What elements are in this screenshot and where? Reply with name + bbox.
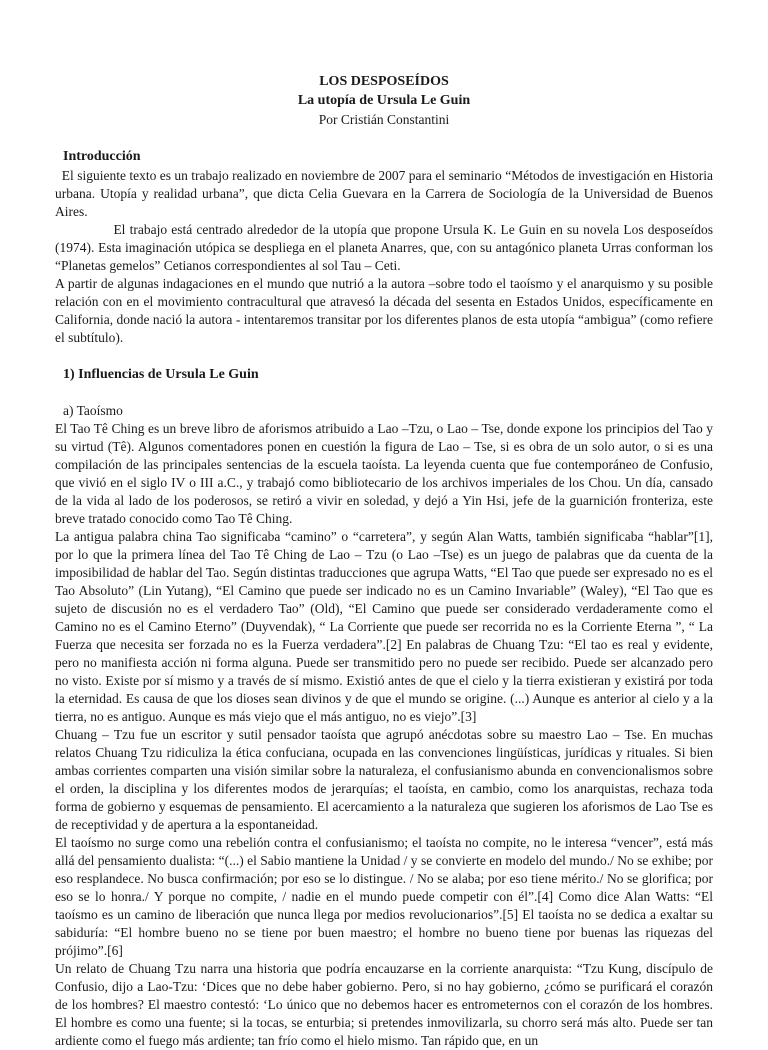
section-heading: 1) Influencias de Ursula Le Guin bbox=[63, 367, 259, 382]
body-paragraph: El Tao Tê Ching es un breve libro de aforismos atribuido a Lao –Tzu, o Lao – Tse, donde expone los principios del Tao y su virtud (Tê). Algunos comentadores ponen en cuestión la figura de Lao – Tse, si es obra de un solo autor, o si es una compilación de las principales sentencias de la escuela taoísta. La leyenda cuenta que fue contemporáneo de Confusio, que vivió en el siglo IV o III a.C., y trabajó como bibliotecario de los archivos imperiales de los Chou. Un día, cansado de la vida al lado de los poderosos, se retiró a vivir en soledad, y dejó a Yin Hsi, jefe de la guarnición fronteriza, este breve tratado conocido como Tao Tê Ching. bbox=[55, 421, 713, 526]
body-paragraph: Chuang – Tzu fue un escritor y sutil pensador taoísta que agrupó anécdotas sobre su maestro Lao – Tse. En muchas relatos Chuang Tzu ridiculiza la ética confuciana, ocupada en las convenciones lingüísticas, jurídicas y rituales. Si bien ambas corrientes comparten una visión similar sobre la naturaleza, el confusianismo abunda en convencionalismos sobre el orden, la disciplina y los diferentes modos de jerarquías; el taoísta, en cambio, como los anarquistas, rechaza toda forma de gobierno y esquemas de pensamiento. El acercamiento a la naturaleza que sugieren los aforismos de Lao Tse es de receptividad y de apertura a la espontaneidad. bbox=[55, 727, 713, 832]
intro-paragraph: El trabajo está centrado alrededor de la utopía que propone Ursula K. Le Guin en su novela Los desposeídos (1974). Esta imaginación utópica se despliega en el planeta Anarres, que, con su antagónico planeta Urras conforman los “Planetas gemelos” Cetianos correspondientes al sol Tau – Ceti. bbox=[55, 222, 717, 273]
document-subtitle: La utopía de Ursula Le Guin bbox=[297, 93, 471, 108]
document-author: Por Cristián Constantini bbox=[318, 112, 450, 127]
body-paragraph: La antigua palabra china Tao significaba “camino” o “carretera”, y según Alan Watts, también significaba “hablar”[1], por lo que la primera línea del Tao Tê Ching de Lao – Tzu (o Lao –Tse) es un juego de palabras que da cuenta de la imposibilidad de hablar del Tao. Según distintas traducciones que agrupa Watts, “El Tao que puede ser expresado no es el Tao Absoluto” (Lin Yutang), “El Camino que puede ser indicado no es un Camino Invariable” (Waley), “El Tao que es sujeto de discusión no es el verdadero Tao” (Old), “El Camino que puede ser considerado verdaderamente como el Camino no es el Camino Eterno” (Duyvendak), “ La Corriente que puede ser recorrida no es la Corriente Eterna ”, “ La Fuerza que necesita ser forzada no es la Fuerza verdadera”.[2] En palabras de Chuang Tzu: “El tao es real y evidente, pero no manifiesta acción ni forma alguna. Puede ser transmitido pero no puede ser recibido. Puede ser alcanzado pero no visto. Existe por sí mismo y a través de sí mismo. Existió antes de que el cielo y la tierra existieran y existirá por toda la eternidad. Es causa de que los dioses sean divinos y de que el mundo se origine. (...) Aunque es anterior al cielo y a la tierra, no es antiguo. Aunque es más viejo que el más antiguo, no es viejo”.[3] bbox=[55, 529, 713, 724]
intro-paragraph: A partir de algunas indagaciones en el mundo que nutrió a la autora –sobre todo el taoísmo y el anarquismo y su posible relación con en el movimiento contracultural que atravesó la década del sesenta en Estados Unidos, específicamente en California, donde nació la autora - intentaremos transitar por los diferentes planos de esta utopía “ambigua” (como refiere el subtítulo). bbox=[55, 276, 713, 345]
intro-heading: Introducción bbox=[63, 149, 141, 164]
body-paragraph: Un relato de Chuang Tzu narra una historia que podría encauzarse en la corriente anarquista: “Tzu Kung, discípulo de Confusio, dijo a Lao-Tzu: ‘Dices que no debe haber gobierno. Pero, si no hay gobierno, ¿cómo se purificará el corazón de los hombres? El maestro contestó: ‘Lo único que no debemos hacer es entrometernos con el corazón de los hombres. El hombre es como una fuente; si la tocas, se enturbia; si pretendes inmovilizarla, su chorro será más alto. Puede ser tan ardiente como el fuego más ardiente; tan frío como el hielo mismo. Tan rápido que, en un bbox=[55, 961, 713, 1048]
subsection-heading: a) Taoísmo bbox=[63, 403, 123, 418]
title-block bbox=[55, 72, 713, 129]
document-title: LOS DESPOSEÍDOS bbox=[319, 74, 449, 89]
intro-paragraph: El siguiente texto es un trabajo realizado en noviembre de 2007 para el seminario “Métodos de investigación en Historia urbana. Utopía y realidad urbana”, que dicta Celia Guevara en la Carrera de Sociología de la Universidad de Buenos Aires. bbox=[55, 168, 717, 219]
body-paragraph: El taoísmo no surge como una rebelión contra el confusianismo; el taoísta no compite, no le interesa “vencer”, está más allá del pensamiento dualista: “(...) el Sabio mantiene la Unidad / y se convierte en modelo del mundo./ No se exhibe; por eso resplandece. No busca confirmación; por eso se lo distingue. / No se alaba; por eso tiene mérito./ No se glorifica; por eso se lo honra./ Y porque no compite, / nadie en el mundo puede competir con él”.[4] Como dice Alan Watts: “El taoísmo es un camino de liberación que nunca llega por medios revolucionarios”.[5] El taoísta no se dedica a exaltar su sabiduría: “El hombre bueno no se tiene por buen maestro; el hombre no bueno tiene por buenas las riquezas del prójimo”.[6] bbox=[55, 835, 713, 958]
